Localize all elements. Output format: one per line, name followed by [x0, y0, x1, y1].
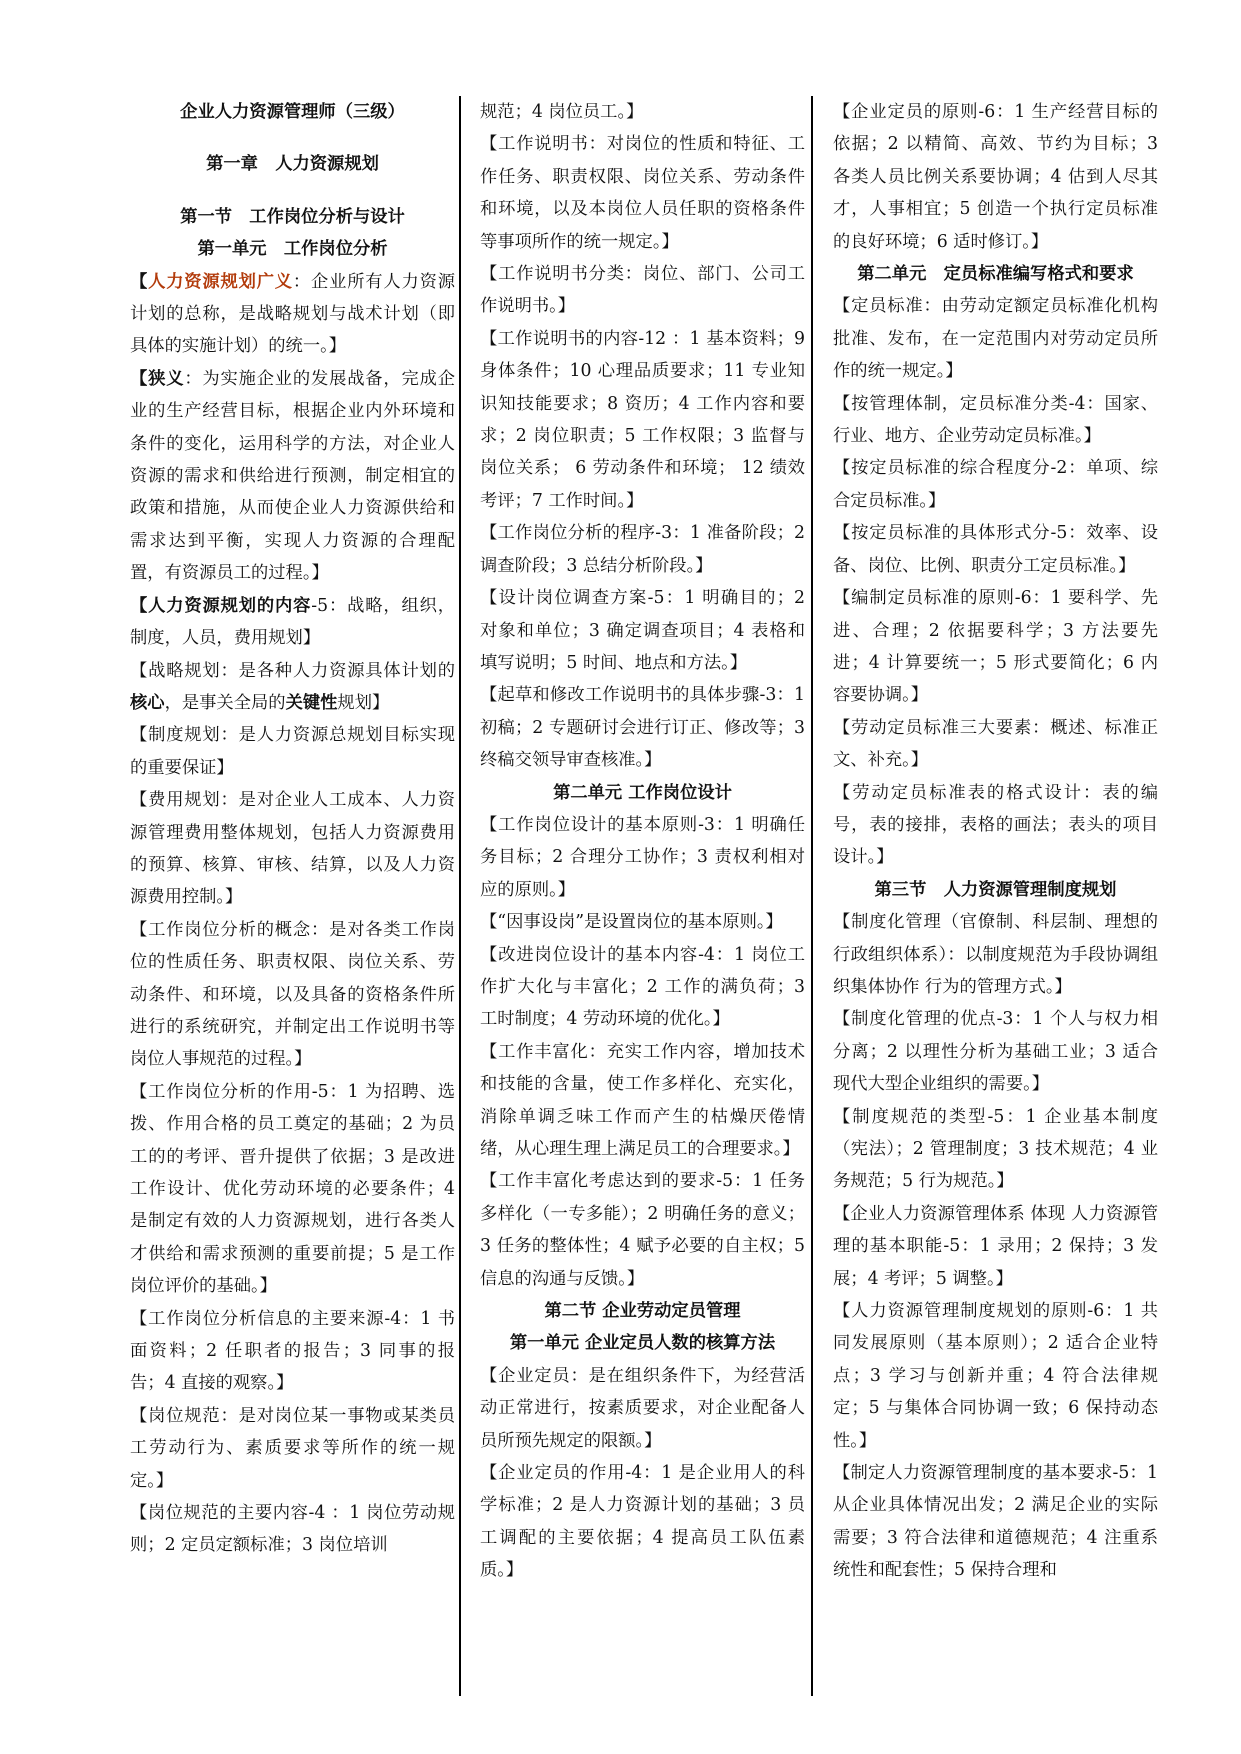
paragraph-staffing-principles: 【企业定员的原则-6：1 生产经营目标的依据；2 以精简、高效、节约为目标；3 各类人员比例关系要协调；4 估到人尽其才，人事相宜；5 创造一个执行定员标准的良好环境；6 适时修订。】	[833, 102, 1158, 252]
paragraph-staffing-standard: 【定员标准：由劳动定额定员标准化机构批准、发布，在一定范围内对劳动定员所作的统一规定。】	[833, 296, 1158, 382]
section-title: 第一节 工作岗位分析与设计	[180, 206, 405, 227]
paragraph-job-analysis-role: 【工作岗位分析的作用-5：1 为招聘、选拨、作用合格的员工奠定的基础；2 为员工的的考评、晋升提供了依据；3 是改进工作设计、优化劳动环境的必要条件；4 是制定有效的人力资源规划，进行各类人才供给和需求预测的重要前提；5 是工作岗位评价的基础。】	[130, 1081, 455, 1297]
paragraph-job-analysis-concept: 【工作岗位分析的概念：是对各类工作岗位的性质任务、职责权限、岗位关系、劳动条件、和环境，以及具备的资格条件所进行的系统研究，并制定出工作说明书等岗位人事规范的过程。】	[130, 919, 455, 1070]
paragraph-standard-by-management: 【按管理体制，定员标准分类-4：国家、行业、地方、企业劳动定员标准。】	[833, 393, 1158, 447]
paragraph-institutional-management: 【制度化管理（官僚制、科层制、理想的行政组织体系）：以制度规范为手段协调组织集体协作 行为的管理方式。】	[833, 912, 1158, 997]
paragraph-standard-three-elements: 【劳动定员标准三大要素：概述、标准正文、补充。】	[833, 717, 1158, 771]
paragraph-design-improvement: 【改进岗位设计的基本内容-4：1 岗位工作扩大化与丰富化；2 工作的满负荷；3 工时制度；4 劳动环境的优化。】	[480, 944, 805, 1030]
paragraph-standard-by-degree: 【按定员标准的综合程度分-2：单项、综合定员标准。】	[833, 458, 1158, 511]
column-2	[480, 96, 805, 1587]
paragraph-strategy-planning: 【战略规划：是各种人力资源具体计划的核心，是事关全局的关键性规划】	[130, 660, 455, 713]
paragraph-narrow-definition: 【狭义：为实施企业的发展战备，完成企业的生产经营目标，根据企业内外环境和条件的变化，运用科学的方法，对企业人资源的需求和供给进行预测，制定相宜的政策和措施，从而使企业人力资源供给和需求达到平衡，实现人力资源的合理配置，有资源员工的过程。】	[130, 368, 455, 584]
paragraph-hr-planning-definition: 【人力资源规划广义：企业所有人力资源计划的总称，是战略规划与战术计划（即具体的实施计划）的统一。】	[130, 271, 455, 357]
paragraph-standard-by-form: 【按定员标准的具体形式分-5：效率、设备、岗位、比例、职责分工定员标准。】	[833, 523, 1158, 576]
paragraph-position-principle: 【“因事设岗”是设置岗位的基本原则。】	[480, 912, 783, 933]
paragraph-job-specification: 【岗位规范：是对岗位某一事物或某类员工劳动行为、素质要求等所作的统一规定。】	[130, 1405, 455, 1491]
unit-title: 第一单元 企业定员人数的核算方法	[509, 1333, 776, 1354]
paragraph-job-description: 【工作说明书：对岗位的性质和特征、工作任务、职责权限、岗位关系、劳动条件和环境，以及本岗位人员任职的资格条件等事项所作的统一规定。】	[480, 134, 805, 252]
column-divider	[459, 96, 461, 1696]
paragraph-staffing-role: 【企业定员的作用-4：1 是企业用人的科学标准；2 是人力资源计划的基础；3 员工调配的主要依据；4 提高员工队伍素质。】	[480, 1463, 805, 1581]
section-title: 第二节 企业劳动定员管理	[544, 1301, 741, 1322]
paragraph-hr-system: 【企业人力资源管理体系 体现 人力资源管理的基本职能-5：1 录用；2 保持；3 发展；4 考评；5 调整。】	[833, 1203, 1158, 1289]
paragraph-hr-system-requirements: 【制定人力资源管理制度的基本要求-5：1 从企业具体情况出发；2 满足企业的实际需要；3 符合法律和道德规范；4 注重系统性和配套性；5 保持合理和	[833, 1463, 1158, 1581]
paragraph-analysis-procedure: 【工作岗位分析的程序-3：1 准备阶段；2 调查阶段；3 总结分析阶段。】	[480, 523, 805, 576]
paragraph-hr-planning-content: 【人力资源规划的内容-5：战略，组织，制度，人员，费用规划】	[130, 595, 455, 649]
paragraph-cost-planning: 【费用规划：是对企业人工成本、人力资源管理费用整体规划，包括人力资源费用的预算、核算、审核、结算，以及人力资源费用控制。】	[130, 790, 455, 908]
paragraph-hr-system-principles: 【人力资源管理制度规划的原则-6：1 共同发展原则（基本原则）；2 适合企业特点；3 学习与创新并重；4 符合法律规定；5 与集体合同协调一致；6 保持动态性。】	[833, 1301, 1158, 1451]
paragraph-standard-compile-principles: 【编制定员标准的原则-6：1 要科学、先进、合理；2 依据要科学；3 方法要先进；4 计算要统一；5 形式要简化；6 内容要协调。】	[833, 588, 1158, 706]
paragraph-job-enrichment: 【工作丰富化：充实工作内容，增加技术和技能的含量，使工作多样化、充实化，消除单调乏味工作而产生的枯燥厌倦情绪，从心理生理上满足员工的合理要求。】	[480, 1041, 805, 1159]
paragraph-job-specification-content: 【岗位规范的主要内容-4 ：1 岗位劳动规则；2 定员定额标准；3 岗位培训	[130, 1503, 455, 1556]
chapter-title: 第一章 人力资源规划	[206, 154, 379, 175]
paragraph-system-planning: 【制度规划：是人力资源总规划目标实现的重要保证】	[130, 725, 455, 778]
paragraph-standard-table-format: 【劳动定员标准表的格式设计：表的编号，表的接排，表格的画法；表头的项目设计。】	[833, 782, 1158, 868]
unit-title: 第二单元 工作岗位设计	[553, 782, 732, 803]
column-1	[130, 96, 455, 1562]
section-title: 第三节 人力资源管理制度规划	[874, 879, 1117, 900]
paragraph-survey-plan: 【设计岗位调查方案-5：1 明确目的；2 对象和单位；3 确定调查项目；4 表格和填写说明；5 时间、地点和方法。】	[480, 588, 805, 673]
column-divider	[811, 96, 813, 1696]
paragraph-job-analysis-source: 【工作岗位分析信息的主要来源-4：1 书面资料；2 任职者的报告；3 同事的报告；4 直接的观察。】	[130, 1308, 455, 1394]
paragraph-design-principles: 【工作岗位设计的基本原则-3：1 明确任务目标；2 合理分工协作；3 责权利相对应的原则。】	[480, 814, 805, 900]
unit-title: 第一单元 工作岗位分析	[197, 239, 388, 260]
unit-title: 第二单元 定员标准编写格式和要求	[857, 264, 1134, 285]
paragraph-continued: 规范；4 岗位员工。】	[480, 102, 644, 122]
paragraph-staffing: 【企业定员：是在组织条件下，为经营活动正常进行，按素质要求，对企业配备人员所预先规定的限额。】	[480, 1365, 805, 1451]
paragraph-drafting-steps: 【起草和修改工作说明书的具体步骤-3：1 初稿；2 专题研讨会进行订正、修改等；3 终稿交领导审查核准。】	[480, 685, 805, 771]
paragraph-enrichment-requirements: 【工作丰富化考虑达到的要求-5：1 任务多样化（一专多能）；2 明确任务的意义；3 任务的整体性；4 赋予必要的自主权；5 信息的沟通与反馈。】	[480, 1171, 805, 1289]
column-3	[833, 96, 1158, 1587]
paragraph-job-description-types: 【工作说明书分类：岗位、部门、公司工作说明书。】	[480, 264, 805, 317]
paragraph-institutional-advantages: 【制度化管理的优点-3：1 个人与权力相分离；2 以理性分析为基础工业；3 适合现代大型企业组织的需要。】	[833, 1009, 1158, 1095]
highlighted-term: 人力资源规划广义	[148, 271, 293, 292]
document-title: 企业人力资源管理师（三级）	[180, 102, 405, 122]
paragraph-rule-types: 【制度规范的类型-5：1 企业基本制度（宪法）；2 管理制度；3 技术规范；4 业务规范；5 行为规范。】	[833, 1106, 1158, 1192]
paragraph-job-description-content: 【工作说明书的内容-12 ：1 基本资料；9 身体条件；10 心理品质要求；11 专业知识知技能要求；8 资历；4 工作内容和要求；2 岗位职责；5 工作权限；3 监督与岗位关系； 6 劳动条件和环境； 12 绩效考评；7 工作时间。】	[480, 328, 805, 511]
